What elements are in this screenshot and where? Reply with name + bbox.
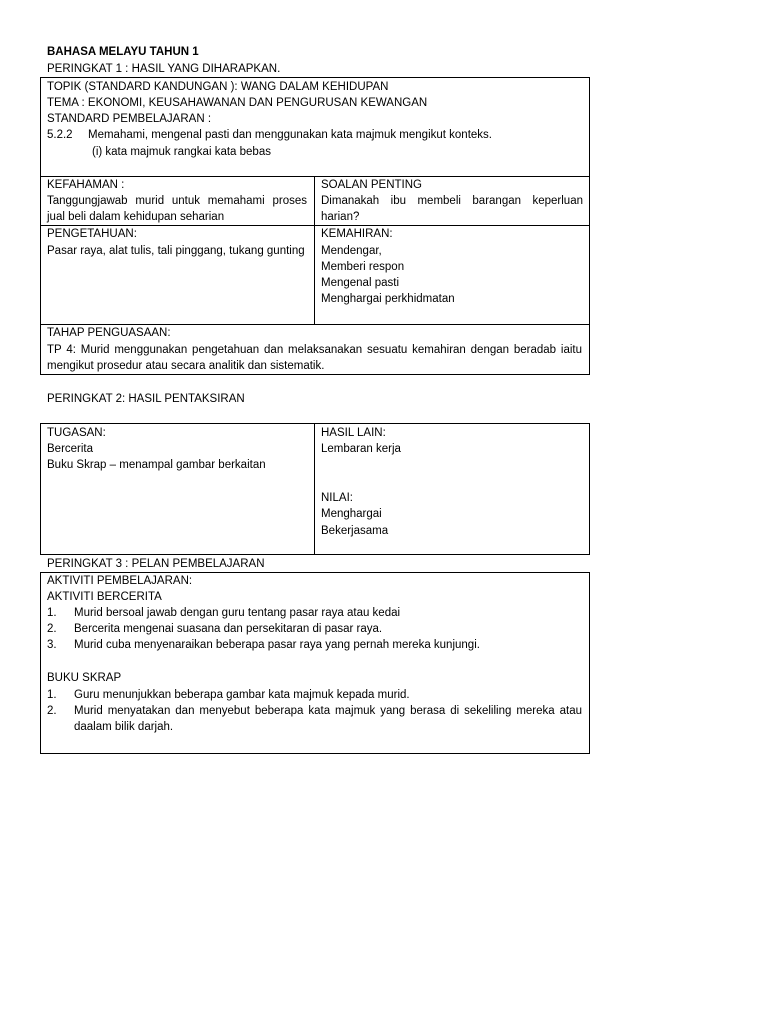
buku-skrap-label: BUKU SKRAP [47,672,122,684]
list-text: Guru menunjukkan beberapa gambar kata majmuk kepada murid. [74,689,410,701]
tugasan-item: Buku Skrap – menampal gambar berkaitan [47,459,266,471]
pengetahuan-text: Pasar raya, alat tulis, tali pinggang, tukang gunting [47,245,305,257]
list-text: Murid bersoal jawab dengan guru tentang pasar raya atau kedai [74,607,401,619]
tugasan-item: Bercerita [47,443,94,455]
standard-heading: STANDARD PEMBELAJARAN : [47,113,212,125]
tahap-label: TAHAP PENGUASAAN: [47,327,171,339]
nilai-label: NILAI: [321,492,353,504]
kefahaman-label: KEFAHAMAN : [47,179,125,191]
pengetahuan-label: PENGETAHUAN: [47,228,137,240]
list-item [47,621,582,637]
tahap-text: TP 4: Murid menggunakan pengetahuan dan melaksanakan sesuatu kemahiran dengan beradab iaitu mengikut prosedur atau secara analitik dan sistematik. [47,344,582,372]
soalan-text: Dimanakah ibu membeli barangan keperluan harian? [321,195,583,223]
hasil-lain-label: HASIL LAIN: [321,427,386,439]
list-text: Murid cuba menyenaraikan beberapa pasar raya yang pernah mereka kunjungi. [74,639,480,651]
standard-number: 5.2.2 [47,129,73,141]
hasil-lain-text: Lembaran kerja [321,443,401,455]
soalan-label: SOALAN PENTING [321,179,422,191]
level3-heading: PERINGKAT 3 : PELAN PEMBELAJARAN [47,558,265,570]
column-divider [314,423,315,555]
list-item [47,687,582,703]
nilai-item: Bekerjasama [321,525,389,537]
aktiviti-label: AKTIVITI PEMBELAJARAN: [47,575,193,587]
column-divider [314,176,315,325]
standard-text: Memahami, mengenal pasti dan menggunakan kata majmuk mengikut konteks. [88,129,492,141]
bercerita-label: AKTIVITI BERCERITA [47,591,162,603]
level1-heading: PERINGKAT 1 : HASIL YANG DIHARAPKAN. [47,63,281,75]
kemahiran-item: Menghargai perkhidmatan [321,293,455,305]
level2-heading: PERINGKAT 2: HASIL PENTAKSIRAN [47,393,245,405]
kemahiran-item: Mengenal pasti [321,277,399,289]
kemahiran-item: Mendengar, [321,245,382,257]
list-text: Murid menyatakan dan menyebut beberapa kata majmuk yang berasa di sekeliling mereka atau daalam bilik darjah. [74,705,582,733]
list-number: 1. [47,689,57,701]
kemahiran-label: KEMAHIRAN: [321,228,393,240]
list-item [47,637,582,653]
tugasan-label: TUGASAN: [47,427,106,439]
nilai-item: Menghargai [321,508,382,520]
standard-subitem: (i) kata majmuk rangkai kata bebas [92,146,271,158]
topik-text: TOPIK (STANDARD KANDUNGAN ): WANG DALAM KEHIDUPAN [47,81,389,93]
kefahaman-text: Tanggungjawab murid untuk memahami proses jual beli dalam kehidupan seharian [47,195,307,223]
document-title: BAHASA MELAYU TAHUN 1 [47,46,199,58]
list-item [47,605,582,621]
tema-text: TEMA : EKONOMI, KEUSAHAWANAN DAN PENGURUSAN KEWANGAN [47,97,428,109]
kemahiran-item: Memberi respon [321,261,405,273]
list-number: 2. [47,623,57,635]
list-number: 3. [47,639,57,651]
list-number: 1. [47,607,57,619]
list-text: Bercerita mengenai suasana dan persekitaran di pasar raya. [74,623,383,635]
assessment-table [40,423,590,555]
list-number: 2. [47,705,57,717]
list-item [47,703,582,735]
